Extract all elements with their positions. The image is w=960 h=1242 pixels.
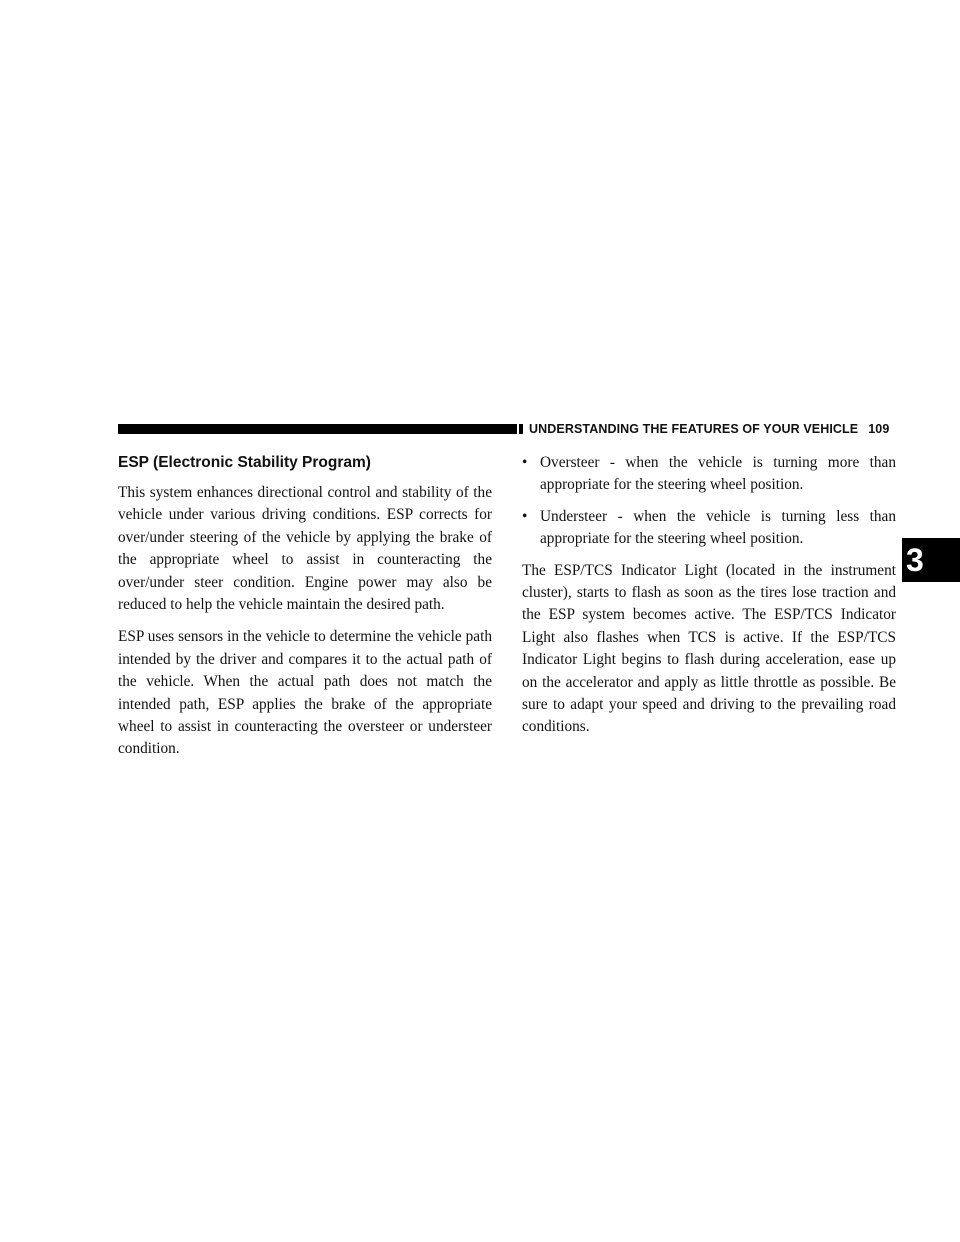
paragraph-esp-sensors: ESP uses sensors in the vehicle to determine the vehicle path intended by the driver and compares it to the actual path of the vehicle. When the actual path does not match the intended path, ESP applies the brake of the appropriate wheel to assist in counteracting the oversteer or understeer condition. <box>118 628 492 758</box>
page-number: 109 <box>868 422 890 436</box>
bullet-icon: • <box>522 507 528 525</box>
list-item-text: Oversteer - when the vehicle is turning more than appropriate for the steering wheel position. <box>540 454 896 494</box>
chapter-tab: 3 <box>902 538 960 582</box>
paragraph-indicator-light: The ESP/TCS Indicator Light (located in the instrument cluster), starts to flash as soon as the tires lose traction and the ESP system becomes active. The ESP/TCS Indicator Light also flashes when TCS is active. If the ESP/TCS Indicator Light begins to flash during acceleration, ease up on the accelerator and apply as little throttle as possible. Be sure to adapt your speed and driving to the prevailing road conditions. <box>522 561 896 736</box>
bullet-icon: • <box>522 454 528 471</box>
running-title: UNDERSTANDING THE FEATURES OF YOUR VEHICLE <box>529 422 859 436</box>
section-title: ESP (Electronic Stability Program) <box>118 454 371 471</box>
running-header <box>523 420 929 438</box>
left-column <box>118 452 492 771</box>
paragraph-esp-intro: This system enhances directional control and stability of the vehicle under various driving conditions. ESP corrects for over/under steering of the vehicle by applying the brake of the appropriate wheel to assist in counteracting the over/under steer condition. Engine power may also be reduced to help the vehicle maintain the desired path. <box>118 484 492 614</box>
header-rule <box>118 424 517 434</box>
list-item-oversteer <box>522 452 896 497</box>
right-column <box>522 452 896 749</box>
list-item-text: Understeer - when the vehicle is turning less than appropriate for the steering wheel position. <box>540 507 896 548</box>
list-item-understeer <box>522 506 896 551</box>
